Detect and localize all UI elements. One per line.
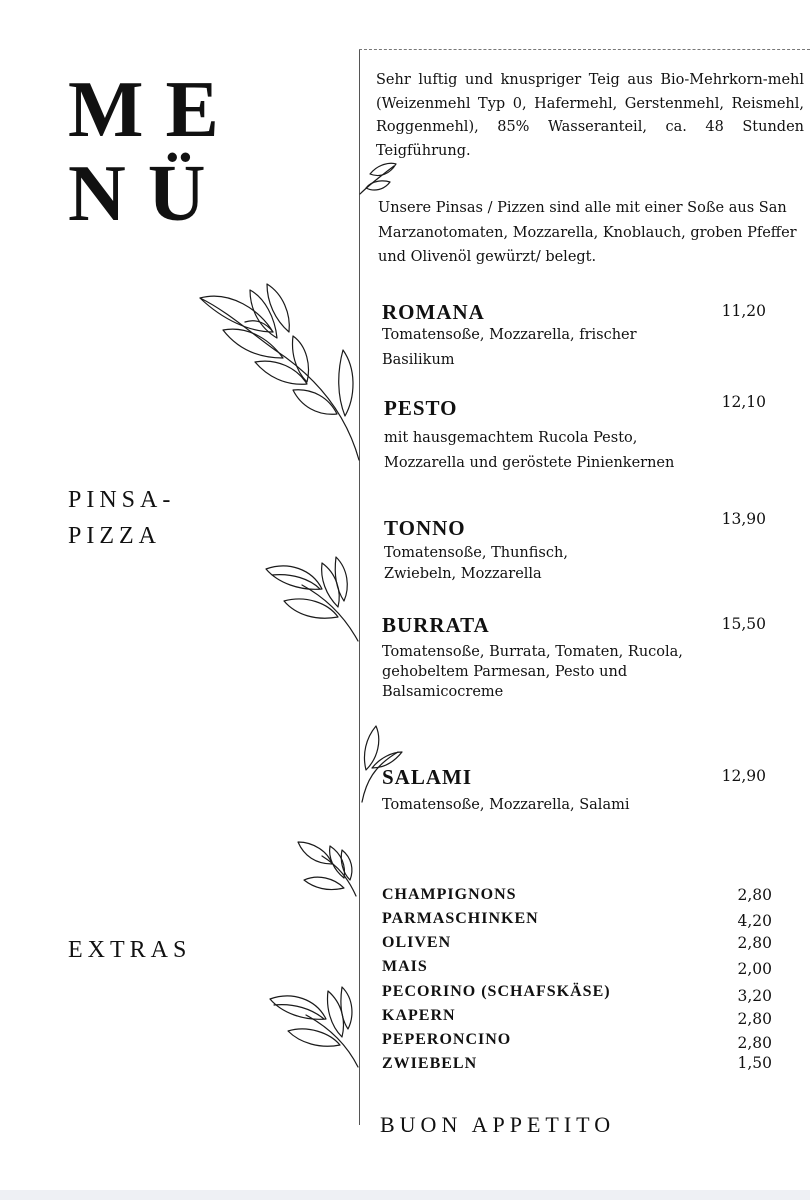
sauce-note: Unsere Pinsas / Pizzen sind alle mit einer Soße aus San Marzanotomaten, Mozzarella, Knoblauch, groben Pfeffer und Olivenöl gewürzt/ belegt.	[378, 200, 797, 265]
closing-text: BUON APPETITO	[380, 1112, 616, 1137]
item-price-pesto: 12,10	[721, 393, 766, 411]
extra-price-oliven: 2,80	[737, 934, 772, 952]
extra-name-kapern: KAPERN	[382, 1007, 456, 1024]
extra-name-parmaschinken: PARMASCHINKEN	[382, 910, 539, 927]
leaf-sprig-icon	[358, 160, 398, 196]
extra-price-pecorino: 3,20	[737, 987, 772, 1005]
extra-price-parmaschinken: 4,20	[737, 912, 772, 930]
extra-name-peperoncino: PEPERONCINO	[382, 1031, 512, 1048]
title-line-1: ME	[68, 66, 241, 154]
extra-name-oliven: OLIVEN	[382, 934, 452, 951]
item-desc-burrata: Tomatensoße, Burrata, Tomaten, Rucola, gehobeltem Parmesan, Pesto und Balsamicocreme	[382, 644, 683, 700]
section-label-pinsa-pizza	[68, 482, 175, 554]
extra-name-pecorino: PECORINO (SCHAFSKÄSE)	[382, 983, 611, 1000]
item-name-burrata: BURRATA	[382, 613, 490, 637]
item-desc-romana: Tomatensoße, Mozzarella, frischer Basilikum	[382, 327, 637, 368]
item-price-tonno: 13,90	[721, 510, 766, 528]
olive-branch-bottom-icon	[266, 985, 362, 1071]
top-dashed-border	[359, 49, 810, 50]
olive-branch-tiny-icon	[294, 838, 360, 898]
extra-name-mais: MAIS	[382, 958, 428, 975]
item-price-salami: 12,90	[721, 767, 766, 785]
item-desc-tonno: Tomatensoße, Thunfisch, Zwiebeln, Mozzarella	[384, 545, 568, 582]
extra-price-champignons: 2,80	[737, 886, 772, 904]
extra-price-mais: 2,00	[737, 960, 772, 978]
item-desc-pesto: mit hausgemachtem Rucola Pesto, Mozzarella und geröstete Pinienkernen	[384, 430, 675, 471]
section-label-extras: EXTRAS	[68, 937, 192, 963]
leaf-sprig-2-icon	[358, 722, 406, 804]
bottom-edge	[0, 1190, 810, 1200]
item-name-pesto: PESTO	[384, 396, 458, 420]
section-label-pinsa: PINSA-	[68, 487, 176, 513]
olive-branch-large-icon	[195, 280, 365, 465]
item-name-romana: ROMANA	[382, 300, 485, 324]
section-label-pizza: PIZZA	[68, 523, 161, 549]
item-desc-salami: Tomatensoße, Mozzarella, Salami	[382, 797, 630, 813]
item-price-romana: 11,20	[721, 302, 766, 320]
extra-price-peperoncino: 2,80	[737, 1034, 772, 1052]
title-line-2: NÜ	[68, 150, 228, 238]
extra-price-kapern: 2,80	[737, 1010, 772, 1028]
item-price-burrata: 15,50	[721, 615, 766, 633]
item-name-tonno: TONNO	[384, 516, 466, 540]
extra-name-zwiebeln: ZWIEBELN	[382, 1055, 478, 1072]
olive-branch-small-icon	[262, 555, 362, 645]
item-name-salami: SALAMI	[382, 765, 473, 789]
dough-description: Sehr luftig und knuspriger Teig aus Bio-Mehrkorn-mehl (Weizenmehl Typ 0, Hafermehl, Gerstenmehl, Reismehl, Roggenmehl), 85% Wasseranteil, ca. 48 Stunden Teigführung.	[376, 72, 804, 159]
page-title	[68, 68, 241, 236]
extra-name-champignons: CHAMPIGNONS	[382, 886, 517, 903]
extra-price-zwiebeln: 1,50	[737, 1054, 772, 1072]
